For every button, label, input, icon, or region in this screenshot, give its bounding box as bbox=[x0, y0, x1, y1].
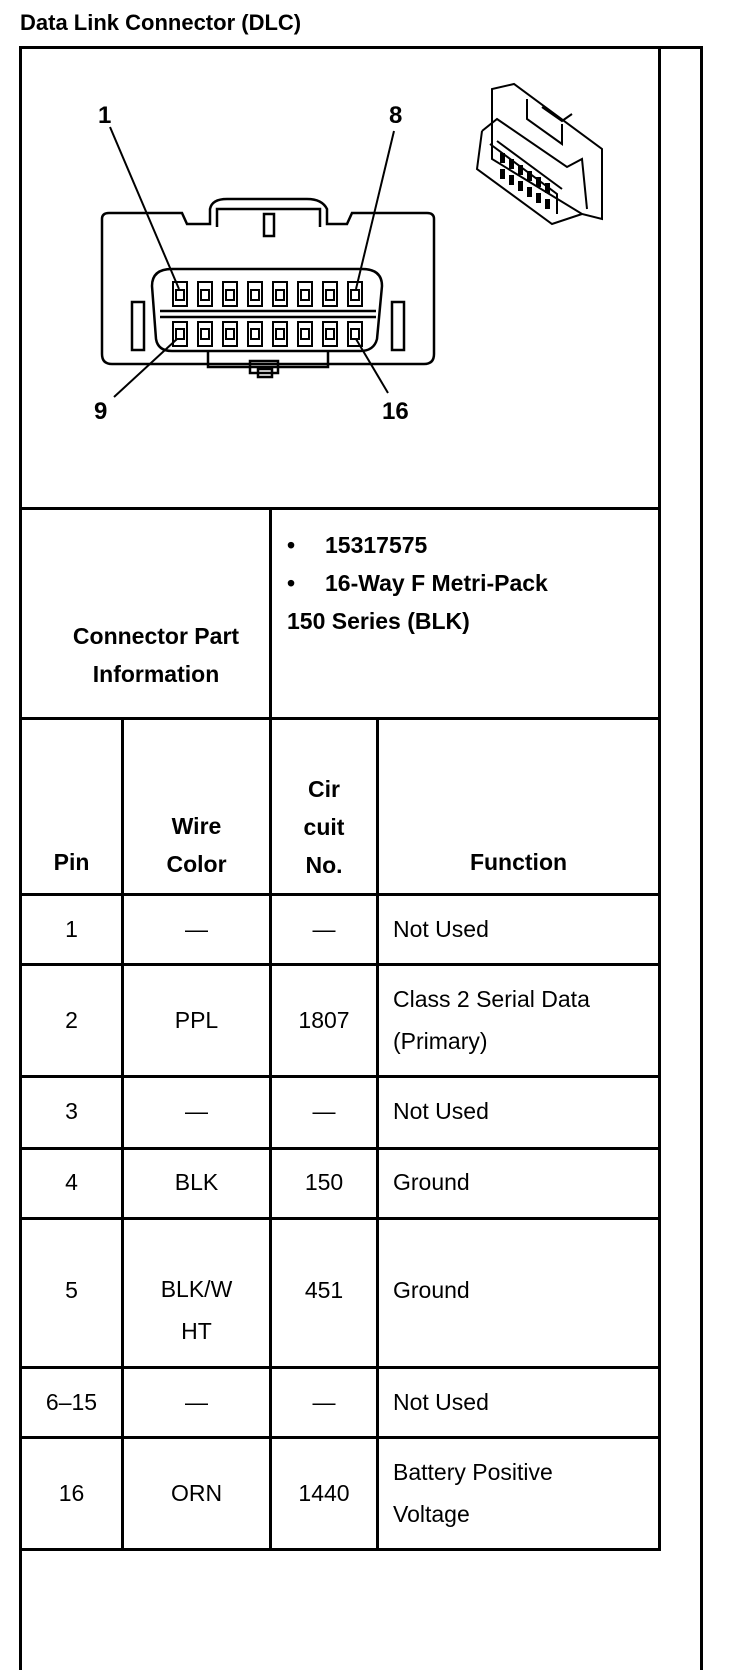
pin-cell: 16 bbox=[58, 1480, 85, 1506]
function-line1: Class 2 Serial Data bbox=[393, 986, 590, 1012]
connector-type-item bbox=[287, 564, 682, 602]
wire-color-line2: HT bbox=[181, 1318, 212, 1344]
header-wire-line1: Wire bbox=[171, 813, 222, 839]
bullet-icon: • bbox=[287, 532, 296, 558]
wire-color-cell: — bbox=[185, 1098, 208, 1124]
pin-cell: 5 bbox=[65, 1277, 78, 1303]
pin-cell: 1 bbox=[65, 916, 78, 942]
function-cell: Ground bbox=[393, 1277, 470, 1303]
function-cell: Not Used bbox=[393, 1098, 489, 1124]
callout-pin-16: 16 bbox=[382, 398, 409, 425]
header-circuit-no bbox=[272, 770, 376, 884]
wire-color-cell: PPL bbox=[174, 1007, 219, 1033]
function-line2: Voltage bbox=[393, 1501, 470, 1527]
part-info-label-line2: Information bbox=[92, 661, 220, 687]
function-cell bbox=[393, 1451, 655, 1535]
pin-cell: 2 bbox=[65, 1007, 78, 1033]
circuit-cell: 451 bbox=[304, 1277, 344, 1303]
document-title: Data Link Connector (DLC) bbox=[20, 10, 302, 35]
function-line2: (Primary) bbox=[393, 1028, 488, 1054]
header-circuit-line1: Cir bbox=[308, 776, 340, 802]
circuit-cell: 1807 bbox=[298, 1007, 350, 1033]
wire-color-cell bbox=[124, 1268, 269, 1352]
function-cell: Ground bbox=[393, 1169, 470, 1195]
callout-pin-8: 8 bbox=[389, 102, 403, 129]
wire-color-cell: — bbox=[185, 916, 208, 942]
function-line1: Battery Positive bbox=[393, 1459, 553, 1485]
circuit-cell: — bbox=[312, 916, 336, 942]
callout-pin-9: 9 bbox=[94, 398, 108, 425]
function-cell: Not Used bbox=[393, 1389, 489, 1415]
header-circuit-line3: No. bbox=[305, 852, 343, 878]
connector-diagram bbox=[22, 49, 700, 539]
circuit-cell: 1440 bbox=[298, 1480, 350, 1506]
frame-left-edge bbox=[19, 46, 22, 1551]
callout-pin-1: 1 bbox=[98, 102, 112, 129]
part-number: 15317575 bbox=[325, 532, 428, 558]
header-circuit-line2: cuit bbox=[303, 814, 345, 840]
circuit-cell: — bbox=[312, 1098, 336, 1124]
rule-row-6 bbox=[19, 1436, 661, 1439]
wire-color-cell: — bbox=[185, 1389, 208, 1415]
rule-row-5 bbox=[19, 1366, 661, 1369]
circuit-cell: 150 bbox=[304, 1169, 344, 1195]
header-wire-color bbox=[124, 807, 269, 883]
rule-below-part-info bbox=[19, 717, 661, 720]
function-cell: Not Used bbox=[393, 916, 489, 942]
rule-below-figure bbox=[19, 507, 661, 510]
part-info-label-line1: Connector Part bbox=[72, 623, 240, 649]
part-info-values bbox=[287, 526, 682, 640]
wire-color-cell: BLK bbox=[174, 1169, 219, 1195]
header-function: Function bbox=[469, 849, 568, 875]
header-wire-line2: Color bbox=[166, 851, 227, 877]
part-number-item bbox=[287, 526, 682, 564]
rule-row-4 bbox=[19, 1217, 661, 1220]
frame-right-edge bbox=[658, 46, 661, 1551]
rule-row-2 bbox=[19, 1075, 661, 1078]
part-info-label bbox=[22, 617, 290, 693]
rule-below-header bbox=[19, 893, 661, 896]
wire-color-line1: BLK/W bbox=[160, 1276, 233, 1302]
pin-cell: 4 bbox=[65, 1169, 78, 1195]
connector-series: 150 Series (BLK) bbox=[287, 608, 470, 634]
rule-row-7 bbox=[19, 1548, 661, 1551]
function-cell bbox=[393, 978, 655, 1062]
rule-row-1 bbox=[19, 963, 661, 966]
connector-type: 16-Way F Metri-Pack bbox=[325, 570, 548, 596]
pin-cell: 6–15 bbox=[45, 1389, 98, 1415]
header-pin: Pin bbox=[53, 849, 90, 875]
pin-cell: 3 bbox=[65, 1098, 78, 1124]
bullet-icon: • bbox=[287, 570, 296, 596]
rule-row-3 bbox=[19, 1147, 661, 1150]
wire-color-cell: ORN bbox=[170, 1480, 223, 1506]
circuit-cell: — bbox=[312, 1389, 336, 1415]
